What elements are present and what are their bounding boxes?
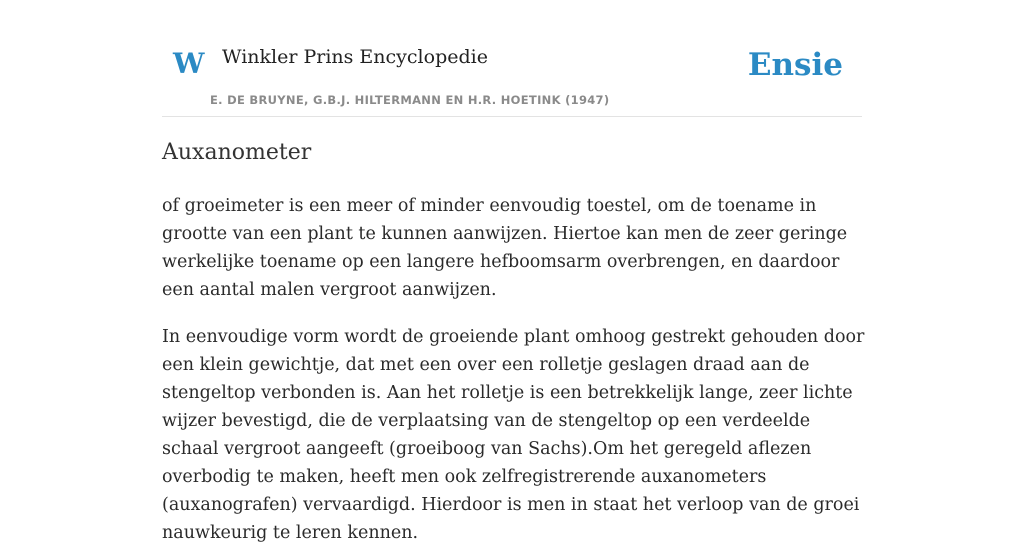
article-title: Auxanometer: [162, 140, 312, 165]
article-paragraph-1: of groeimeter is een meer of minder eenvoudig toestel, om de toename in grootte van een plant te kunnen aanwijzen. Hiertoe kan men de zeer geringe werkelijke toename op een langere hefboomsarm overbrengen, en daardoor een aantal malen vergroot aanwijzen.: [162, 196, 848, 300]
site-title[interactable]: Winkler Prins Encyclopedie: [222, 46, 488, 68]
site-logo-w[interactable]: W: [173, 47, 205, 80]
authors-line: E. DE BRUYNE, G.B.J. HILTERMANN EN H.R. HOETINK (1947): [210, 93, 610, 107]
site-header: [162, 0, 862, 117]
brand-logo[interactable]: Ensie: [747, 47, 843, 83]
article-paragraph-2: In eenvoudige vorm wordt de groeiende plant omhoog gestrekt gehouden door een klein gewichtje, dat met een over een rolletje geslagen draad aan de stengeltop verbonden is. Aan het rolletje is een betrekkelijk lange, zeer lichte wijzer bevestigd, die de verplaatsing van de stengeltop op een verdeelde schaal vergroot aangeeft (groeiboog van Sachs).Om het geregeld aflezen overbodig te maken, heeft men ook zelfregistrerende auxanometers (auxanografen) vervaardigd. Hierdoor is men in staat het verloop van de groei nauwkeurig te leren kennen.: [162, 327, 865, 543]
